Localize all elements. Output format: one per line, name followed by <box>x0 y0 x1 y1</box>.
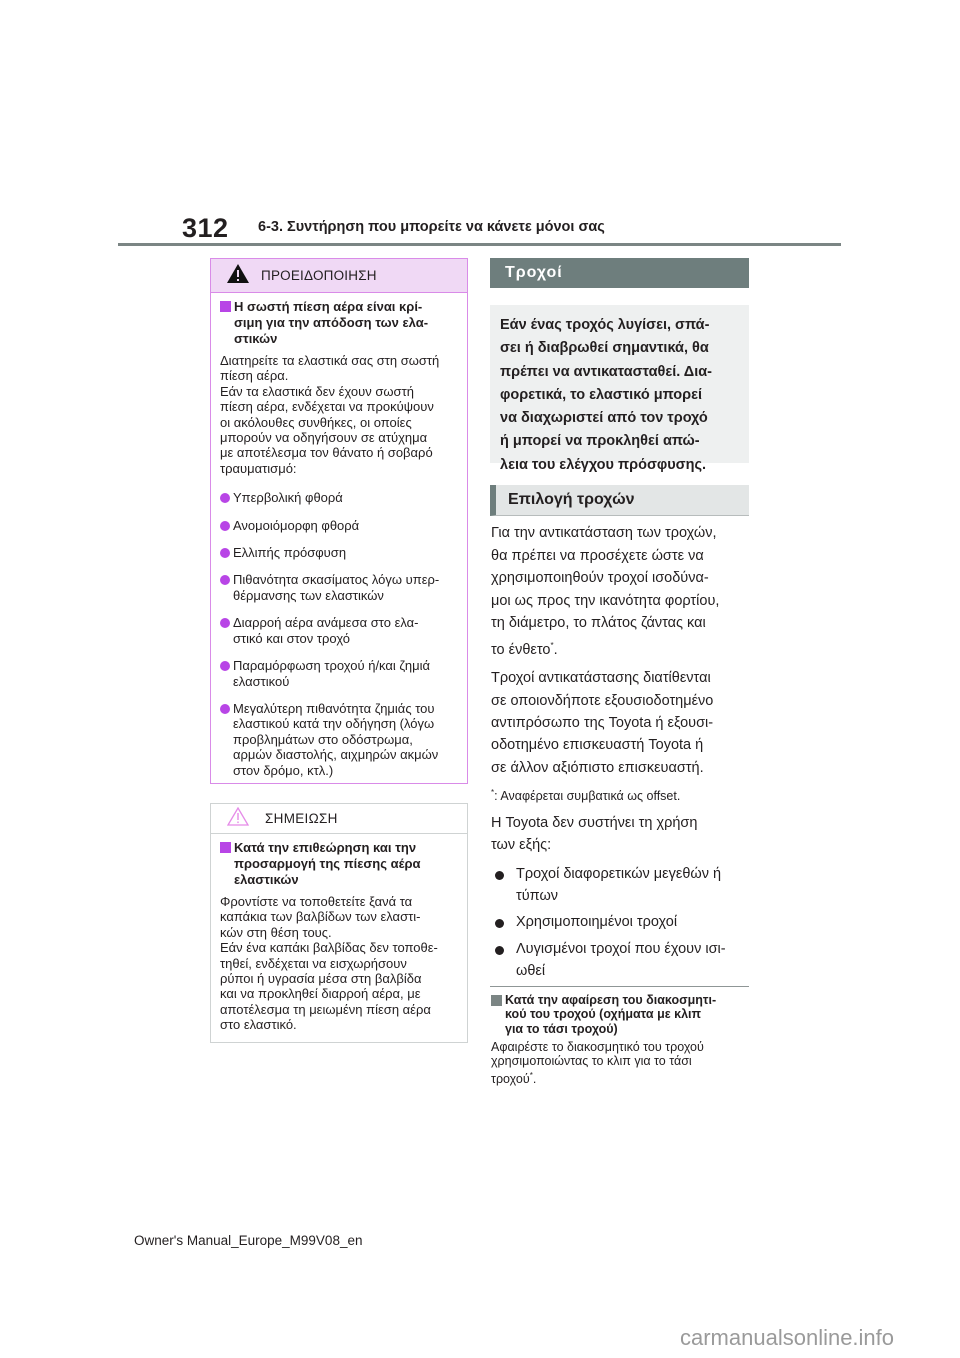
round-bullet-icon <box>495 919 504 928</box>
round-bullet-icon <box>495 946 504 955</box>
square-bullet-icon <box>220 842 231 853</box>
square-bullet-icon <box>491 995 502 1006</box>
list-item: Λυγισμένοι τροχοί που έχουν ισι- ωθεί <box>491 938 753 983</box>
warning-subheading: Η σωστή πίεση αέρα είναι κρί- σιμη για την απόδοση των ελα- στικών <box>220 299 459 347</box>
round-bullet-icon <box>220 521 230 531</box>
note-subheading: Κατά την επιθεώρηση και την προσαρμογή της πίεσης αέρα ελαστικών <box>220 840 459 888</box>
list-item: Χρησιμοποιημένοι τροχοί <box>491 911 753 933</box>
wheel-selection-paragraph: Για την αντικατάσταση των τροχών, θα πρέπει να προσέχετε ώστε να χρησιμοποιηθούν τροχοί ισοδύνα- μοι ως προς την ικανότητα φορτίου, τη διάμετρο, το πλάτος ζάντας και το ένθετο*. <box>491 525 720 658</box>
caution-triangle-icon <box>227 807 249 831</box>
square-bullet-icon <box>220 301 231 312</box>
round-bullet-icon <box>220 704 230 714</box>
section-heading-wheels: Τροχοί <box>490 258 749 288</box>
list-item: Πιθανότητα σκασίματος λόγω υπερ- θέρμανσης των ελαστικών <box>220 572 459 603</box>
section-title: 6-3. Συντήρηση που μπορείτε να κάνετε μόνοι σας <box>258 219 605 235</box>
ornament-removal-subheading: Κατά την αφαίρεση του διακοσμητι- κού του τροχού (οχήματα με κλιπ για το τάσι τροχού) <box>491 993 753 1036</box>
round-bullet-icon <box>220 548 230 558</box>
footnote: *: Αναφέρεται συμβατικά ως offset. <box>491 787 681 804</box>
list-item: Παραμόρφωση τροχού ή/και ζημιά ελαστικού <box>220 658 459 689</box>
list-item: Ελλιπής πρόσφυση <box>220 545 459 560</box>
round-bullet-icon <box>220 575 230 585</box>
list-item: Τροχοί διαφορετικών μεγεθών ή τύπων <box>491 863 753 908</box>
round-bullet-icon <box>220 661 230 671</box>
not-recommended-paragraph: Η Toyota δεν συστήνει τη χρήση των εξής: <box>491 815 698 854</box>
round-bullet-icon <box>220 618 230 628</box>
list-item: Ανομοιόμορφη φθορά <box>220 518 459 533</box>
list-item: Διαρροή αέρα ανάμεσα στο ελα- στικό και στον τροχό <box>220 615 459 646</box>
warning-triangle-icon <box>227 264 249 288</box>
note-paragraph: Φροντίστε να τοποθετείτε ξανά τα καπάκια των βαλβίδων των ελαστι- κών στη θέση τους. Εάν ένα καπάκι βαλβίδας δεν τοποθε- τηθεί, ενδέχεται να εισχωρήσουν ρύποι ή υγρασία μέσα στη βαλβίδα και να προκληθεί διαρροή αέρα, με αποτέλεσμα τη μειωμένη πίεση αέρα στο ελαστικό. <box>220 894 438 1033</box>
warning-header <box>211 259 467 293</box>
warning-box <box>210 258 468 784</box>
replacement-availability-paragraph: Τροχοί αντικατάστασης διατίθενται σε οποιονδήποτε εξουσιοδοτημένο αντιπρόσωπο της Toyota ή εξουσι- οδοτημένο επισκευαστή Toyota ή σε άλλον αξιόπιστο επισκευαστή. <box>491 670 714 776</box>
divider <box>490 986 749 987</box>
list-item: Μεγαλύτερη πιθανότητα ζημιάς του ελαστικού κατά την οδήγηση (λόγω προβλημάτων στο οδόστρωμα, αρμών διαστολής, αιχμηρών ακμών στον δρόμο, κτλ.) <box>220 701 459 778</box>
ornament-removal-section <box>491 993 753 1098</box>
warning-title: ΠΡΟΕΙΔΟΠΟΙΗΣΗ <box>261 268 377 283</box>
round-bullet-icon <box>220 493 230 503</box>
round-bullet-icon <box>495 871 504 880</box>
wheels-lead-box: Εάν ένας τροχός λυγίσει, σπά- σει ή διαβρωθεί σημαντικά, θα πρέπει να αντικατασταθεί. Δια- φορετικά, το ελαστικό μπορεί να διαχωριστεί από τον τροχό ή μπορεί να προκληθεί απώ- λεια του ελέγχου πρόσφυσης. <box>490 305 749 463</box>
manual-id-footer: Owner's Manual_Europe_M99V08_en <box>134 1233 363 1248</box>
header-rule <box>118 243 841 246</box>
note-header <box>211 804 467 834</box>
subsection-heading-wheel-selection: Επιλογή τροχών <box>490 485 749 516</box>
warning-paragraph: Διατηρείτε τα ελαστικά σας στη σωστή πίεση αέρα. Εάν τα ελαστικά δεν έχουν σωστή πίεση αέρα, ενδέχεται να προκύψουν οι ακόλουθες συνθήκες, οι οποίες μπορούν να οδηγήσουν σε ατύχημα με αποτέλεσμα τον θάνατο ή σοβαρό τραυματισμό: <box>220 353 440 476</box>
page-number: 312 <box>182 213 229 243</box>
note-title: ΣΗΜΕΙΩΣΗ <box>265 811 338 826</box>
ornament-removal-paragraph: Αφαιρέστε το διακοσμητικό του τροχού χρησιμοποιώντας το κλιπ για το τάσι τροχού*. <box>491 1039 704 1087</box>
wheel-selection-body <box>491 522 753 986</box>
watermark-link[interactable]: carmanualsonline.info <box>680 1325 895 1350</box>
note-box <box>210 803 468 1043</box>
list-item: Υπερβολική φθορά <box>220 490 459 505</box>
